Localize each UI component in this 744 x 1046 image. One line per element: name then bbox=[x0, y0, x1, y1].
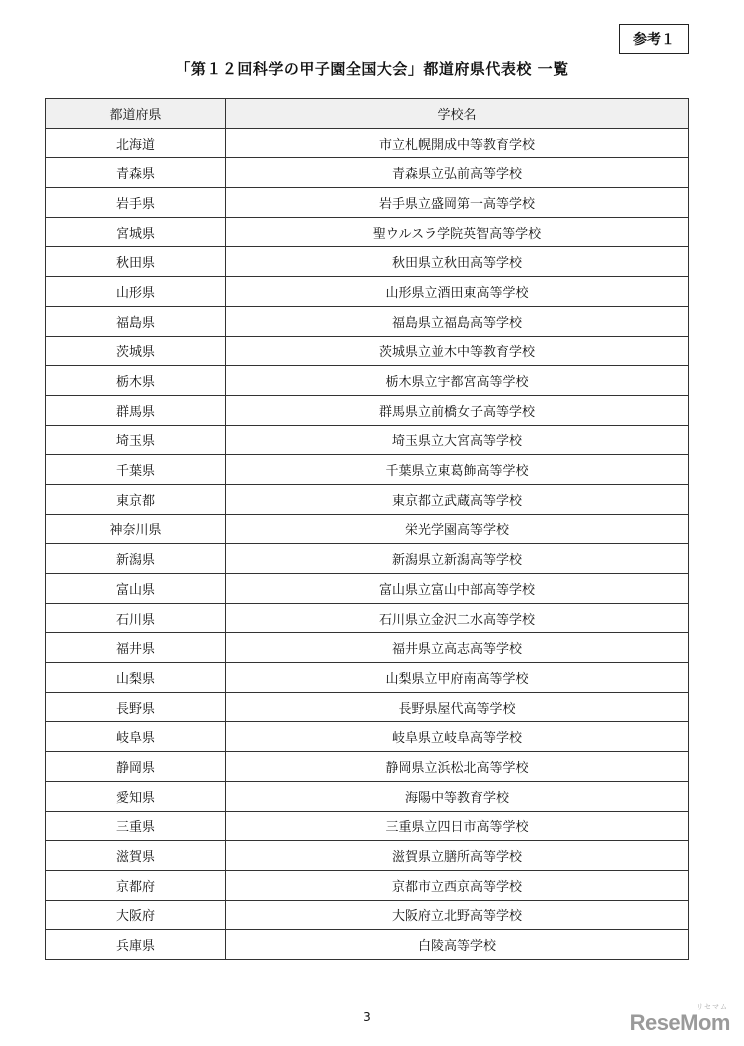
table-row bbox=[46, 781, 689, 811]
school-name-cell: 海陽中等教育学校 bbox=[226, 781, 689, 811]
prefecture-cell: 福井県 bbox=[46, 633, 226, 663]
prefecture-cell: 山形県 bbox=[46, 277, 226, 307]
table-header-row bbox=[46, 99, 689, 129]
table-row bbox=[46, 514, 689, 544]
school-name-cell: 白陵高等学校 bbox=[226, 930, 689, 960]
prefecture-cell: 岐阜県 bbox=[46, 722, 226, 752]
table-row bbox=[46, 277, 689, 307]
prefecture-cell: 長野県 bbox=[46, 692, 226, 722]
prefecture-cell: 愛知県 bbox=[46, 781, 226, 811]
school-name-cell: 三重県立四日市高等学校 bbox=[226, 811, 689, 841]
school-name-cell: 埼玉県立大宮高等学校 bbox=[226, 425, 689, 455]
table-row bbox=[46, 484, 689, 514]
school-name-cell: 福井県立高志高等学校 bbox=[226, 633, 689, 663]
school-name-cell: 栄光学園高等学校 bbox=[226, 514, 689, 544]
school-name-cell: 秋田県立秋田高等学校 bbox=[226, 247, 689, 277]
school-name-cell: 東京都立武蔵高等学校 bbox=[226, 484, 689, 514]
school-name-cell: 聖ウルスラ学院英智高等学校 bbox=[226, 217, 689, 247]
table-row bbox=[46, 692, 689, 722]
school-name-cell: 富山県立富山中部高等学校 bbox=[226, 574, 689, 604]
page-title: 「第１２回科学の甲子園全国大会」都道府県代表校 一覧 bbox=[175, 60, 569, 78]
table-row bbox=[46, 811, 689, 841]
column-header-school-name: 学校名 bbox=[226, 99, 689, 129]
school-name-cell: 山形県立酒田東高等学校 bbox=[226, 277, 689, 307]
table-row bbox=[46, 574, 689, 604]
prefecture-cell: 千葉県 bbox=[46, 455, 226, 485]
table-row bbox=[46, 188, 689, 218]
school-name-cell: 千葉県立東葛飾高等学校 bbox=[226, 455, 689, 485]
prefecture-cell: 山梨県 bbox=[46, 663, 226, 693]
table-row bbox=[46, 900, 689, 930]
column-header-prefecture: 都道府県 bbox=[46, 99, 226, 129]
prefecture-cell: 栃木県 bbox=[46, 366, 226, 396]
prefecture-cell: 群馬県 bbox=[46, 395, 226, 425]
table-row bbox=[46, 930, 689, 960]
school-name-cell: 京都市立西京高等学校 bbox=[226, 870, 689, 900]
school-name-cell: 滋賀県立膳所高等学校 bbox=[226, 841, 689, 871]
prefecture-cell: 青森県 bbox=[46, 158, 226, 188]
resemom-logo bbox=[629, 1004, 730, 1036]
table-row bbox=[46, 752, 689, 782]
table-row bbox=[46, 306, 689, 336]
prefecture-cell: 新潟県 bbox=[46, 544, 226, 574]
school-name-cell: 岩手県立盛岡第一高等学校 bbox=[226, 188, 689, 218]
prefecture-cell: 兵庫県 bbox=[46, 930, 226, 960]
table-row bbox=[46, 217, 689, 247]
table-row bbox=[46, 366, 689, 396]
table-row bbox=[46, 247, 689, 277]
page-number: 3 bbox=[363, 1010, 371, 1024]
table-row bbox=[46, 841, 689, 871]
prefecture-cell: 京都府 bbox=[46, 870, 226, 900]
table-row bbox=[46, 722, 689, 752]
prefecture-cell: 茨城県 bbox=[46, 336, 226, 366]
reference-label: 参考１ bbox=[619, 24, 689, 54]
table-body bbox=[46, 128, 689, 959]
school-table bbox=[45, 98, 689, 960]
prefecture-cell: 埼玉県 bbox=[46, 425, 226, 455]
table-row bbox=[46, 633, 689, 663]
table-row bbox=[46, 395, 689, 425]
prefecture-cell: 岩手県 bbox=[46, 188, 226, 218]
school-name-cell: 市立札幌開成中等教育学校 bbox=[226, 128, 689, 158]
prefecture-cell: 宮城県 bbox=[46, 217, 226, 247]
school-name-cell: 山梨県立甲府南高等学校 bbox=[226, 663, 689, 693]
prefecture-cell: 三重県 bbox=[46, 811, 226, 841]
prefecture-cell: 滋賀県 bbox=[46, 841, 226, 871]
prefecture-cell: 大阪府 bbox=[46, 900, 226, 930]
school-name-cell: 栃木県立宇都宮高等学校 bbox=[226, 366, 689, 396]
prefecture-cell: 東京都 bbox=[46, 484, 226, 514]
table-row bbox=[46, 544, 689, 574]
table-row bbox=[46, 455, 689, 485]
school-name-cell: 長野県屋代高等学校 bbox=[226, 692, 689, 722]
school-name-cell: 群馬県立前橋女子高等学校 bbox=[226, 395, 689, 425]
prefecture-cell: 北海道 bbox=[46, 128, 226, 158]
school-name-cell: 岐阜県立岐阜高等学校 bbox=[226, 722, 689, 752]
logo-text: ReseMom bbox=[629, 1010, 730, 1035]
school-name-cell: 石川県立金沢二水高等学校 bbox=[226, 603, 689, 633]
school-name-cell: 福島県立福島高等学校 bbox=[226, 306, 689, 336]
school-name-cell: 静岡県立浜松北高等学校 bbox=[226, 752, 689, 782]
logo-subtext: リセマム bbox=[696, 1004, 728, 1011]
table-row bbox=[46, 158, 689, 188]
school-name-cell: 新潟県立新潟高等学校 bbox=[226, 544, 689, 574]
table-row bbox=[46, 128, 689, 158]
table-row bbox=[46, 870, 689, 900]
school-name-cell: 大阪府立北野高等学校 bbox=[226, 900, 689, 930]
table-row bbox=[46, 425, 689, 455]
prefecture-cell: 福島県 bbox=[46, 306, 226, 336]
table-row bbox=[46, 663, 689, 693]
school-name-cell: 茨城県立並木中等教育学校 bbox=[226, 336, 689, 366]
prefecture-cell: 神奈川県 bbox=[46, 514, 226, 544]
table-row bbox=[46, 336, 689, 366]
school-name-cell: 青森県立弘前高等学校 bbox=[226, 158, 689, 188]
prefecture-cell: 富山県 bbox=[46, 574, 226, 604]
table-row bbox=[46, 603, 689, 633]
prefecture-cell: 石川県 bbox=[46, 603, 226, 633]
prefecture-cell: 静岡県 bbox=[46, 752, 226, 782]
prefecture-cell: 秋田県 bbox=[46, 247, 226, 277]
